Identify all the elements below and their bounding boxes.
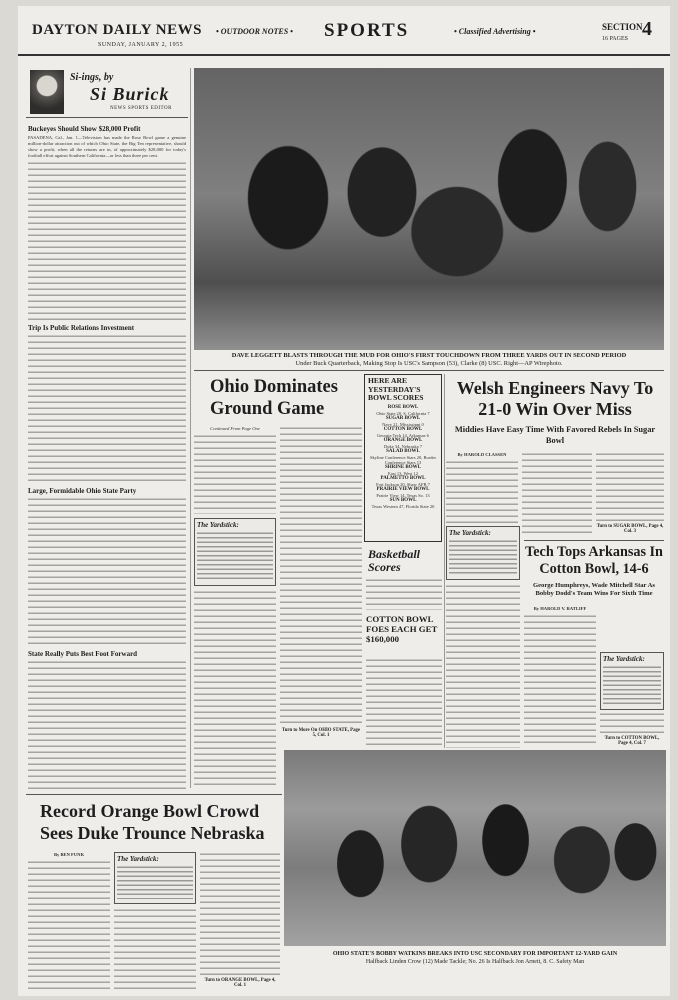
orange-column-2 bbox=[114, 908, 196, 992]
photo-caption-title: OHIO STATE'S BOBBY WATKINS BREAKS INTO USC SECONDARY FOR IMPORTANT 12-YARD GAIN bbox=[332, 951, 618, 957]
paper-name: DAYTON DAILY NEWS bbox=[32, 22, 202, 38]
ohio-text bbox=[194, 590, 276, 788]
bowl-name: SHRINE BOWL bbox=[385, 464, 421, 470]
column-headline: Buckeyes Should Show $28,000 Profit bbox=[28, 125, 141, 133]
divider bbox=[524, 540, 664, 541]
navy-text bbox=[522, 452, 592, 536]
column-body bbox=[28, 122, 186, 792]
orange-byline: By BEN FUNK bbox=[53, 852, 85, 857]
masthead bbox=[18, 16, 670, 56]
bowl-result: Navy 21, Mississippi 0 bbox=[382, 421, 424, 427]
photo-caption-credit: Under Buck Quarterback, Making Stop Is USC's Sampson (53), Clarke (8) USC. Right—AP Wirephoto. bbox=[295, 360, 563, 367]
ohio-headline: Ohio Dominates Ground Game bbox=[210, 377, 338, 419]
column-rule bbox=[190, 68, 191, 788]
navy-subheadline: Middies Have Easy Time With Favored Rebels In Sugar Bowl bbox=[454, 425, 656, 445]
bowl-result: Texas Western 47, Florida State 20 bbox=[371, 503, 435, 509]
bowl-result: Prairie View 14, Texas So. 13 bbox=[376, 492, 430, 498]
yardstick-title: The Yardstick: bbox=[117, 855, 159, 863]
ohio-text bbox=[280, 426, 362, 726]
cotton-box-lines bbox=[366, 658, 442, 746]
bowl-scores-title: HERE ARE YESTERDAY'S BOWL SCORES bbox=[368, 376, 424, 403]
photo-caption-title: DAVE LEGGETT BLASTS THROUGH THE MUD FOR OHIO'S FIRST TOUCHDOWN FROM THREE YARDS OUT IN SECOND PERIOD bbox=[231, 352, 627, 359]
photo-caption bbox=[194, 352, 664, 368]
orange-yardstick bbox=[114, 852, 196, 904]
column-kicker: Si-ings, by bbox=[70, 72, 114, 83]
tech-text bbox=[600, 712, 664, 734]
navy-text bbox=[446, 460, 518, 536]
tech-column-1 bbox=[524, 606, 596, 748]
orange-text bbox=[114, 908, 196, 992]
ohio-lead: Continued From Page One bbox=[210, 426, 260, 431]
column-author: Si Burick bbox=[90, 84, 170, 104]
yardstick-stats bbox=[197, 531, 273, 581]
section-number: 4 bbox=[642, 18, 652, 40]
column-paragraph: PASADENA, Cal., Jan. 1—Television has made the Rose Bowl game a genuine million-dollar attraction out of which Ohio State, the Big Ten representative, should show a profit, when all the returns are in, of approximately $28,000 for today's football effort against Southern California—or less than three per cent. bbox=[28, 135, 186, 159]
ohio-text bbox=[194, 434, 276, 514]
column-text bbox=[28, 660, 186, 792]
orange-turn-line: Turn to ORANGE BOWL, Page 4, Col. 1 bbox=[204, 978, 276, 988]
navy-column-3 bbox=[596, 452, 664, 536]
orange-column-1 bbox=[28, 852, 110, 992]
tech-headline: Tech Tops Arkansas In Cotton Bowl, 14-6 bbox=[525, 544, 663, 577]
yardstick-title: The Yardstick: bbox=[603, 655, 645, 663]
classified-label: • Classified Advertising • bbox=[454, 27, 536, 36]
navy-text bbox=[446, 584, 520, 748]
basketball-headline: Basketball Scores bbox=[368, 547, 421, 574]
column-subhead: State Really Puts Best Foot Forward bbox=[28, 650, 138, 659]
navy-byline: By HAROLD CLASSEN bbox=[457, 452, 507, 457]
bowl-result: Skyline Conference Stars 20, Border Conference Stars 13 bbox=[369, 454, 437, 465]
bowl-name: PRAIRIE VIEW BOWL bbox=[376, 486, 430, 492]
ohio-column-2 bbox=[280, 426, 362, 746]
yardstick-title: The Yardstick: bbox=[197, 521, 239, 530]
column-subhead: Trip Is Public Relations Investment bbox=[28, 324, 135, 333]
rose-bowl-photo bbox=[194, 68, 664, 350]
divider bbox=[26, 794, 282, 795]
photo-caption-credit: Halfback Linden Crow (12) Made Tackle; No. 26 Is Halfback Jon Arnett, 8. C. Safety Man bbox=[365, 959, 585, 965]
navy-text bbox=[596, 452, 664, 522]
navy-yardstick bbox=[446, 526, 520, 580]
bowl-name: SALAD BOWL bbox=[386, 448, 420, 454]
bowl-name: SUN BOWL bbox=[389, 497, 417, 503]
bowl-scores-box bbox=[364, 374, 442, 542]
ohio-yardstick bbox=[194, 518, 276, 586]
yardstick-stats bbox=[603, 665, 661, 705]
bowl-result: East 13, West 12 bbox=[387, 470, 419, 476]
column-author-role: NEWS SPORTS EDITOR bbox=[110, 106, 172, 111]
basketball-text bbox=[366, 578, 442, 610]
column-text bbox=[28, 334, 186, 484]
paper-date: SUNDAY, JANUARY 2, 1955 bbox=[98, 42, 184, 48]
bowl-result: Fort Jackson 20, Shaw AFB 7 bbox=[376, 481, 430, 487]
ohio-column-1 bbox=[194, 426, 276, 788]
bowl-name: SUGAR BOWL bbox=[385, 415, 421, 421]
newspaper-page bbox=[18, 6, 670, 996]
bowl-result: Duke 34, Nebraska 7 bbox=[384, 443, 422, 449]
bowl-name: PALMETTO BOWL bbox=[380, 475, 426, 481]
bowl-name: ORANGE BOWL bbox=[383, 437, 423, 443]
bowl-name: COTTON BOWL bbox=[383, 426, 423, 432]
bowl-result: Ohio State 20, S. California 7 bbox=[376, 410, 430, 416]
cotton-bowl-box-text bbox=[366, 658, 442, 746]
columnist-photo bbox=[30, 70, 64, 114]
navy-column-continued bbox=[446, 584, 520, 748]
orange-text bbox=[200, 852, 280, 976]
column-subhead: Large, Formidable Ohio State Party bbox=[28, 487, 137, 496]
tech-yardstick bbox=[600, 652, 664, 710]
navy-turn-line: Turn to SUGAR BOWL, Page 4, Col. 3 bbox=[596, 524, 664, 534]
outdoor-notes-label: • OUTDOOR NOTES • bbox=[216, 27, 293, 36]
tech-byline: By HAROLD V. RATLIFF bbox=[533, 606, 587, 611]
cotton-bowl-box-headline: COTTON BOWL FOES EACH GET $160,000 bbox=[366, 614, 438, 644]
column-header bbox=[26, 68, 188, 118]
navy-headline: Welsh Engineers Navy To 21-0 Win Over Miss bbox=[456, 378, 654, 419]
navy-column-1 bbox=[446, 452, 518, 536]
yardstick-stats bbox=[117, 865, 193, 899]
tech-turn-line: Turn to COTTON BOWL, Page 4, Col. 7 bbox=[604, 736, 660, 746]
page-count: 16 PAGES bbox=[602, 36, 628, 42]
yardstick-title: The Yardstick: bbox=[449, 529, 491, 537]
orange-bowl-headline: Record Orange Bowl Crowd Sees Duke Trounce Nebraska bbox=[40, 801, 265, 843]
orange-text bbox=[28, 860, 110, 990]
orange-column-3 bbox=[200, 852, 280, 992]
basketball-scores bbox=[366, 578, 442, 610]
bowl-result: Georgia Tech 14, Arkansas 6 bbox=[377, 432, 429, 438]
ohio-turn-line: Turn to More On OHIO STATE, Page 5, Col. 1 bbox=[281, 728, 361, 738]
section-label: SECTION bbox=[602, 22, 643, 32]
tech-subheadline: George Humphreys, Wade Mitchell Star As Bobby Dodd's Team Wins For Sixth Time bbox=[533, 582, 655, 597]
divider bbox=[194, 370, 664, 371]
column-text bbox=[28, 161, 186, 321]
section-title: SPORTS bbox=[324, 20, 410, 41]
yardstick-stats bbox=[449, 539, 517, 575]
navy-column-2 bbox=[522, 452, 592, 536]
photo-caption bbox=[284, 950, 666, 966]
tech-column-2 bbox=[600, 712, 664, 748]
tech-text bbox=[524, 614, 596, 744]
column-rule bbox=[444, 374, 445, 748]
column-text bbox=[28, 497, 186, 647]
watkins-photo bbox=[284, 750, 666, 946]
bowl-name: ROSE BOWL bbox=[387, 404, 419, 410]
